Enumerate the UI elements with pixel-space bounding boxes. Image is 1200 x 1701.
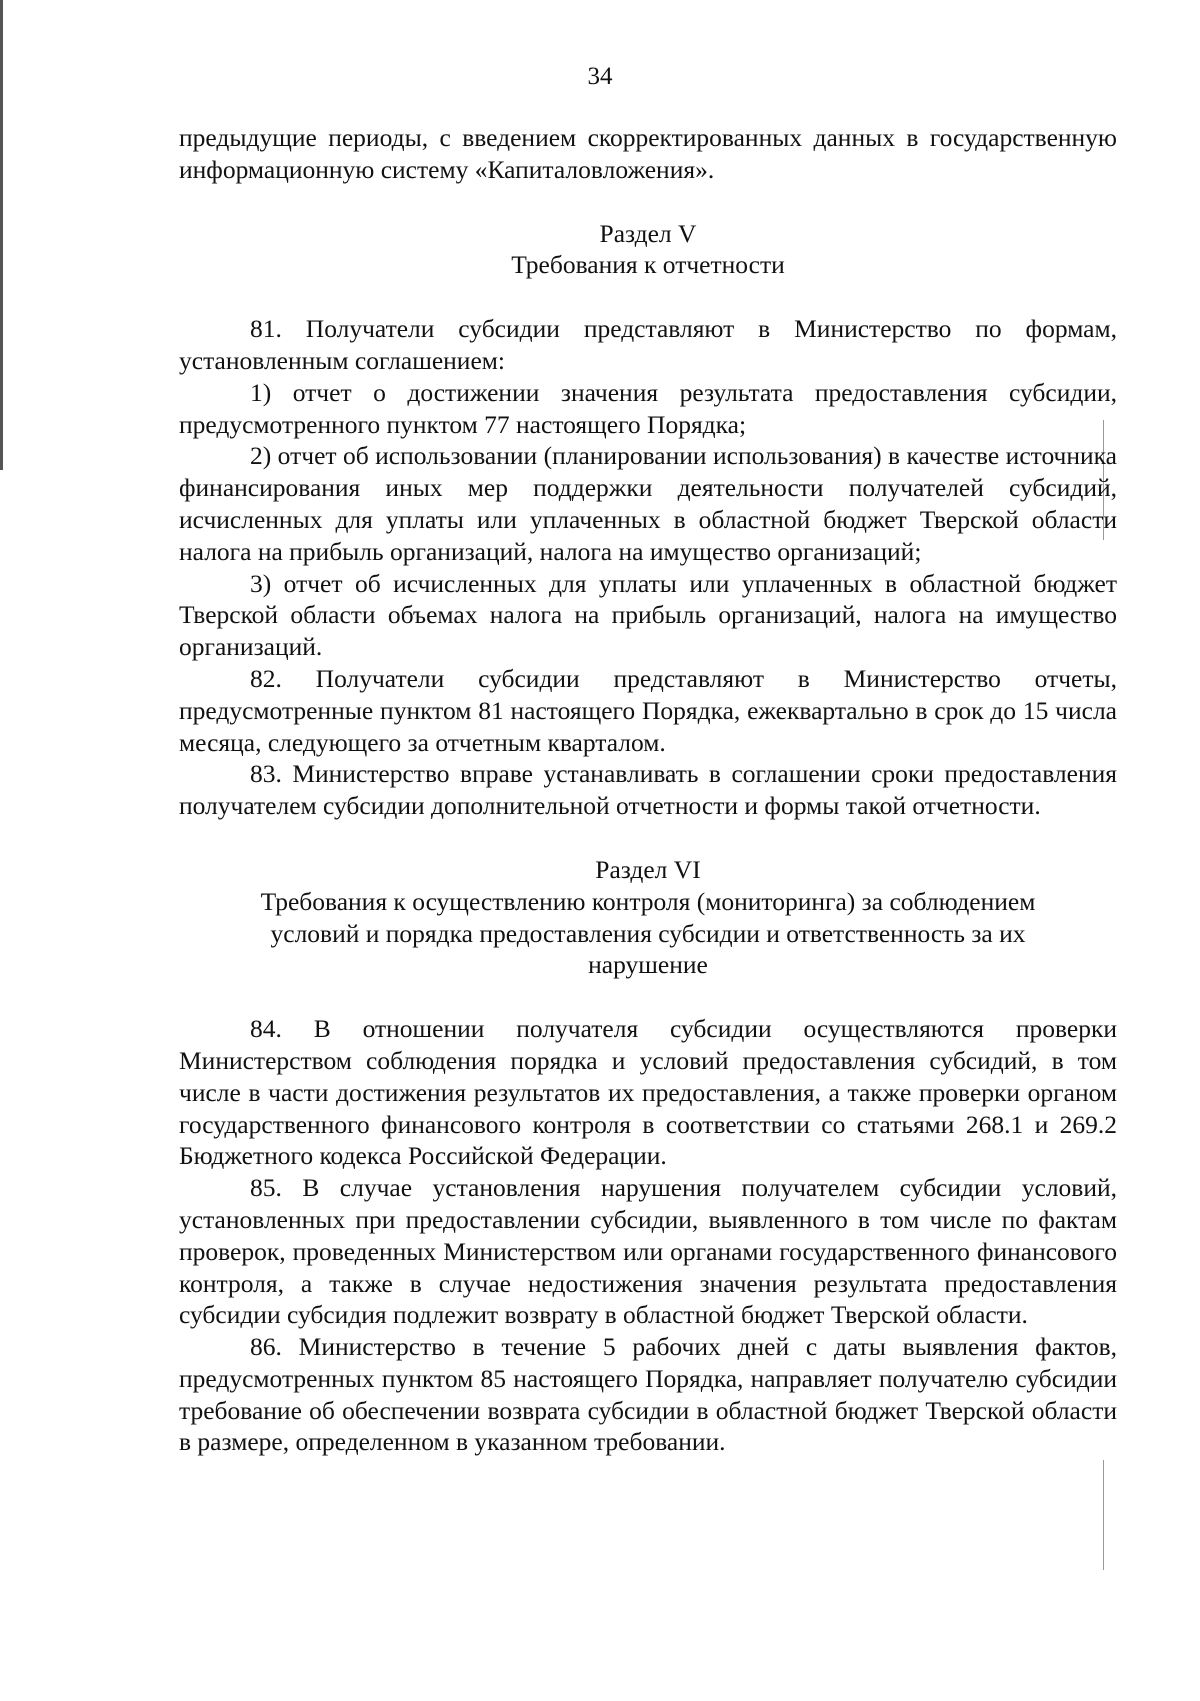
page-number: 34 (587, 63, 613, 90)
list-item-1: 1) отчет о достижении значения результата предоставления субсидии, предусмотренного пунктом 77 настоящего Порядка; (179, 377, 1117, 439)
paragraph-85: 85. В случае установления нарушения получателем субсидии условий, установленных при предоставлении субсидии, выявленного в том числе по фактам проверок, проведенных Министерством или органами государственного финансового контроля, а также в случае недостижения значения результата предоставления субсидии субсидия подлежит возврату в областной бюджет Тверской области. (179, 1173, 1117, 1330)
section-number: Раздел V (599, 218, 697, 248)
paragraph-81: 81. Получатели субсидии представляют в Министерство по формам, установленным соглашением: (179, 314, 1117, 375)
section-title: Требования к отчетности (511, 250, 785, 280)
section-vi-body (179, 1013, 1117, 1458)
document-body (179, 122, 1117, 1458)
paragraph-continuation: предыдущие периоды, с введением скорректированных данных в государственную информационную систему «Капиталовложения». (179, 123, 1117, 184)
list-item-2: 2) отчет об использовании (планировании использования) в качестве источника финансирования иных мер поддержки деятельности получателей субсидий, исчисленных для уплаты или уплаченных в областной бюджет Тверской области налога на прибыль организаций, налога на имущество организаций; (179, 441, 1117, 566)
section-title-line: условий и порядка предоставления субсидии и ответственность за их (270, 918, 1026, 948)
section-title-line: нарушение (588, 950, 708, 980)
paragraph-82: 82. Получатели субсидии представляют в Министерство отчеты, предусмотренные пунктом 81 настоящего Порядка, ежеквартально в срок до 15 числа месяца, следующего за отчетным кварталом. (179, 663, 1117, 757)
paragraph-86: 86. Министерство в течение 5 рабочих дней с даты выявления фактов, предусмотренных пунктом 85 настоящего Порядка, направляет получателю субсидии требование об обеспечении возврата субсидии в областной бюджет Тверской области в размере, определенном в указанном требовании. (179, 1332, 1117, 1457)
paragraph-83: 83. Министерство вправе устанавливать в соглашении сроки предоставления получателем субсидии дополнительной отчетности и формы такой отчетности. (179, 759, 1117, 821)
paragraph-84: 84. В отношении получателя субсидии осуществляются проверки Министерством соблюдения порядка и условий предоставления субсидий, в том числе в части достижения результатов их предоставления, а также проверки органом государственного финансового контроля в соответствии со статьями 268.1 и 269.2 Бюджетного кодекса Российской Федерации. (179, 1014, 1117, 1171)
scan-edge-mark (1103, 1460, 1104, 1570)
section-title-line: Требования к осуществлению контроля (мониторинга) за соблюдением (260, 886, 1036, 916)
section-heading-v (179, 218, 1117, 282)
section-heading-vi (179, 854, 1117, 981)
section-number: Раздел VI (595, 854, 701, 884)
list-item-3: 3) отчет об исчисленных для уплаты или уплаченных в областной бюджет Тверской области объемах налога на прибыль организаций, налога на имущество организаций. (179, 568, 1117, 662)
section-v-body (179, 313, 1117, 822)
